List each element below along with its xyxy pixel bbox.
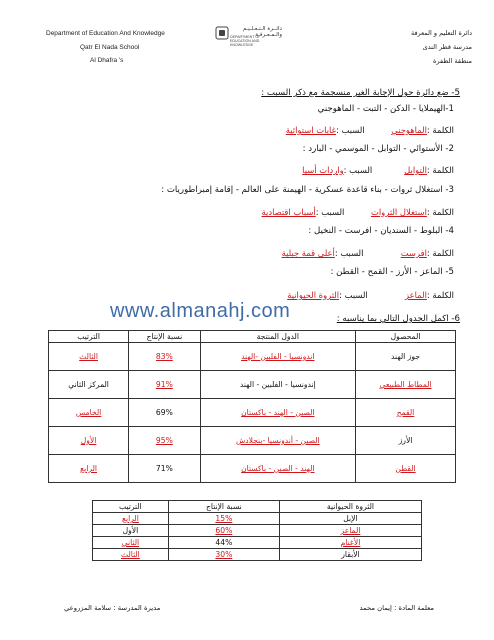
animal-value: الأبقار — [341, 550, 360, 559]
header-ar-line2: مدرسة قطر الندى — [422, 43, 472, 51]
q5-item4: 4- البلوط - السنديان - افرست - النخيل : — [308, 226, 454, 236]
percent-value: 60% — [215, 526, 233, 535]
reason-label: السبب — [349, 165, 373, 175]
logo-text-ar: دائــرة الـتـعـلـيـم والـمـعـرفـة — [242, 26, 282, 38]
crop-cell — [356, 343, 456, 371]
q5-item4-answer: الكلمة :افرست السبب :أعلى قمة جبلية — [281, 248, 454, 258]
percent-value: 69% — [155, 408, 173, 417]
teacher-signature: معلمة المادة : إيمان محمد — [359, 604, 434, 612]
q5-item3: 3- استغلال ثروات - بناء قاعدة عسكرية - الهيمنة على العالم - إقامة إمبراطوريات : — [161, 185, 454, 195]
crops-table — [48, 330, 456, 483]
countries-value: إندونسيا - الفلبين - الهند — [239, 380, 316, 389]
percent-cell — [129, 399, 200, 427]
q5-item1: 1-الهيملايا - الدكن - التبت - الماهوجني — [317, 104, 454, 114]
rank-cell — [93, 525, 169, 537]
percent-value: 15% — [215, 514, 233, 523]
table-row — [49, 371, 456, 399]
logo-text-en: DEPARTMENT OF EDUCATION AND KNOWLEDGE — [230, 35, 261, 48]
crop-cell — [356, 371, 456, 399]
table-row — [49, 343, 456, 371]
countries-cell — [200, 399, 355, 427]
countries-value: اندونسيا - الفلبين -الهند — [241, 352, 315, 361]
percent-cell — [129, 427, 200, 455]
word-label: الكلمة — [432, 165, 454, 175]
rank-cell — [49, 455, 129, 483]
countries-value: الصين - الهند - باكستان — [241, 408, 315, 417]
watermark-text: www.almanahj.com — [110, 300, 291, 322]
animal-value: الماعز — [340, 526, 361, 535]
animal-value: الإبل — [343, 514, 358, 523]
reason-label: السبب — [321, 207, 345, 217]
animal-cell — [279, 549, 421, 561]
reason-label: السبب — [340, 248, 364, 258]
rank-cell — [93, 549, 169, 561]
answer-reason: واردات أسيا — [302, 165, 344, 175]
school-logo — [212, 24, 282, 58]
rank-cell — [49, 343, 129, 371]
header-ar-line3: منطقة الظفرة — [432, 57, 472, 65]
header-en-line1: Department of Education And Knowledge — [46, 30, 165, 37]
header-ar-line1: دائرة التعليم و المعرفة — [410, 29, 472, 37]
percent-value: 71% — [155, 464, 173, 473]
percent-cell — [129, 455, 200, 483]
rank-value: المركز الثاني — [68, 380, 109, 389]
reason-label: السبب — [344, 290, 368, 300]
animal-cell — [279, 525, 421, 537]
rank-cell — [93, 537, 169, 549]
answer-word: الماهوجني — [391, 125, 427, 135]
countries-value: الصين - أندونسيا -بنجلادش — [235, 436, 320, 445]
answer-word: افرست — [400, 248, 427, 258]
header-countries: الدول المنتجة — [200, 331, 355, 343]
rank-cell — [93, 513, 169, 525]
countries-cell — [200, 427, 355, 455]
countries-cell — [200, 343, 355, 371]
q5-item2: 2- الأستوائي - التوابل - الموسمي - البارد : — [302, 144, 454, 154]
percent-value: 91% — [155, 380, 173, 389]
percent-cell — [129, 343, 200, 371]
crop-value: القمح — [396, 408, 415, 417]
rank-value: الرابع — [121, 514, 139, 523]
livestock-table — [92, 500, 422, 561]
animal-cell — [279, 537, 421, 549]
q5-item3-answer: الكلمة :استغلال الثروات السبب :أسباب اقتصادية — [261, 207, 454, 217]
principal-signature: مديرة المدرسة : سلامة المزروعي — [64, 604, 161, 612]
header-percent: نسبة الإنتاج — [168, 501, 279, 513]
rank-cell — [49, 371, 129, 399]
table-row — [49, 399, 456, 427]
q5-item1-answer: الكلمة :الماهوجني السبب :غابات استوائية — [285, 125, 454, 135]
rank-value: الأول — [122, 526, 139, 535]
animal-cell — [279, 513, 421, 525]
percent-value: 83% — [155, 352, 173, 361]
percent-cell — [168, 525, 279, 537]
rank-value: الثالث — [120, 550, 140, 559]
rank-value: الرابع — [80, 464, 98, 473]
q6-title: 6- اكمل الجدول التالي بما يناسبه : — [336, 314, 460, 324]
percent-cell — [168, 537, 279, 549]
word-label: الكلمة — [432, 125, 454, 135]
answer-reason: أعلى قمة جبلية — [281, 248, 335, 258]
crop-value: القطن — [395, 464, 416, 473]
header-en-line3: Al Dhafra 's — [90, 57, 124, 64]
table-row — [93, 537, 422, 549]
rank-cell — [49, 427, 129, 455]
table-header-row — [49, 331, 456, 343]
crop-value: المطاط الطبيعي — [379, 380, 432, 389]
header-rank: الترتيب — [49, 331, 129, 343]
table-header-row — [93, 501, 422, 513]
rank-value: الأول — [80, 436, 97, 445]
countries-cell — [200, 455, 355, 483]
reason-label: السبب — [341, 125, 365, 135]
rank-cell — [49, 399, 129, 427]
percent-value: 30% — [215, 550, 233, 559]
crop-cell — [356, 427, 456, 455]
answer-reason: أسباب اقتصادية — [261, 207, 316, 217]
answer-reason: الثروة الحيوانية — [287, 290, 340, 300]
q5-title: 5- ضع دائرة حول الإجابة الغير منسجمة مع ذكر السبب : — [261, 88, 460, 98]
header-en-line2: Qatr El Nada School — [80, 44, 140, 51]
table-row — [49, 455, 456, 483]
q5-item5: 5- الماعز - الأرز - القمح - القطن : — [330, 267, 454, 277]
answer-word: الماعز — [405, 290, 427, 300]
table-row — [93, 525, 422, 537]
crop-cell — [356, 455, 456, 483]
table-row — [93, 513, 422, 525]
countries-value: الهند - الصين - باكستان — [241, 464, 315, 473]
percent-value: 44% — [215, 538, 233, 547]
header-rank: الترتيب — [93, 501, 169, 513]
percent-cell — [129, 371, 200, 399]
percent-cell — [168, 513, 279, 525]
table-row — [49, 427, 456, 455]
header-percent: نسبة الإنتاج — [129, 331, 200, 343]
rank-value: الخامس — [75, 408, 102, 417]
word-label: الكلمة — [432, 290, 454, 300]
header-crop: المحصول — [356, 331, 456, 343]
q5-item5-answer: الكلمة :الماعز السبب :الثروة الحيوانية — [287, 290, 454, 300]
animal-value: الأغنام — [340, 538, 361, 547]
word-label: الكلمة — [432, 248, 454, 258]
rank-value: الثاني — [121, 538, 140, 547]
percent-value: 95% — [155, 436, 173, 445]
crop-value: الأرز — [398, 436, 413, 445]
q5-item2-answer: الكلمة :التوابل السبب :واردات أسيا — [302, 165, 454, 175]
crop-value: جوز الهند — [391, 352, 420, 361]
crop-cell — [356, 399, 456, 427]
header-animal: الثروة الحيوانية — [279, 501, 421, 513]
answer-reason: غابات استوائية — [285, 125, 336, 135]
answer-word: استغلال الثروات — [370, 207, 427, 217]
answer-word: التوابل — [404, 165, 427, 175]
word-label: الكلمة — [432, 207, 454, 217]
rank-value: الثالث — [79, 352, 98, 361]
countries-cell — [200, 371, 355, 399]
table-row — [93, 549, 422, 561]
percent-cell — [168, 549, 279, 561]
